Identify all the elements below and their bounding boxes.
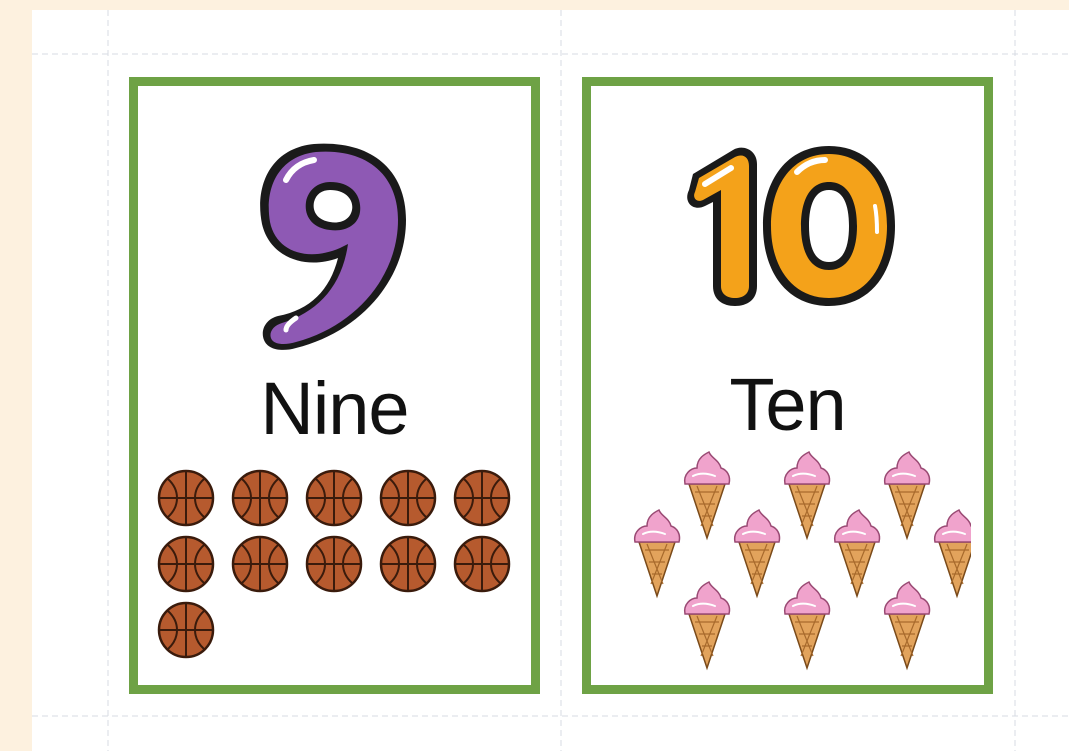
numeral-ten [687, 146, 897, 306]
basketball-icon [159, 603, 213, 657]
basketball-icon [381, 537, 435, 591]
basketball-group [156, 468, 516, 668]
numeral-nine [256, 140, 416, 350]
ice-cream-cone-icon [935, 510, 971, 596]
card-word: Nine [260, 367, 409, 450]
ice-cream-cone-icon [685, 582, 730, 668]
ice-cream-cone-icon [785, 582, 830, 668]
numeral-ten-highlight [875, 206, 877, 232]
ice-cream-group [621, 446, 971, 686]
ice-cream-cone-icon [735, 510, 780, 596]
basketball-icon [455, 537, 509, 591]
card-word: Ten [729, 363, 846, 446]
ice-cream-cone-icon [885, 452, 930, 538]
basketball-icon [159, 537, 213, 591]
ice-cream-cone-icon [685, 452, 730, 538]
basketball-icon [307, 471, 361, 525]
ice-cream-cone-icon [835, 510, 880, 596]
numeral-ten-zero-fill [771, 154, 887, 298]
basketball-icon [159, 471, 213, 525]
basketball-icon [307, 537, 361, 591]
ice-cream-cone-icon [785, 452, 830, 538]
flashcard-nine [129, 77, 540, 694]
basketball-icon [455, 471, 509, 525]
basketball-icon [233, 537, 287, 591]
basketball-icon [233, 471, 287, 525]
ice-cream-cone-icon [635, 510, 680, 596]
ice-cream-cone-icon [885, 582, 930, 668]
basketball-icon [381, 471, 435, 525]
flashcard-ten [582, 77, 993, 694]
